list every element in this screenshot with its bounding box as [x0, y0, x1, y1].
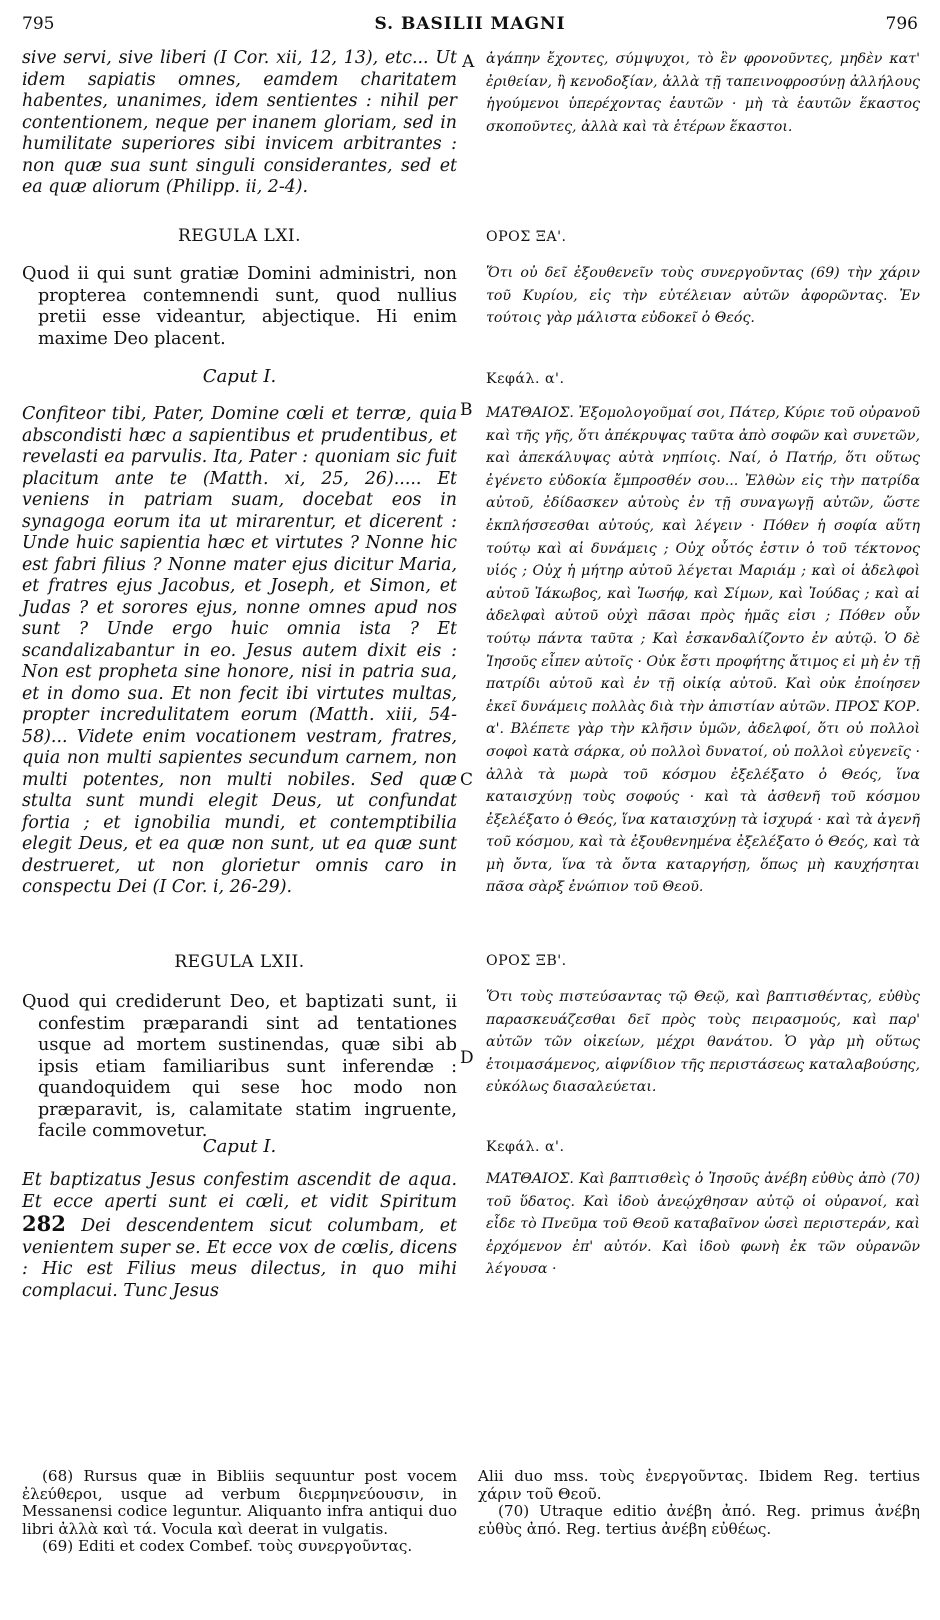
footnote-69: (69) Editi et codex Combef. τοὺς συνεργοῦντας. — [42, 1537, 413, 1555]
latin-rule-62-heading: REGULA LXII. — [174, 952, 305, 972]
footnotes-right — [478, 1468, 920, 1538]
greek-caput-2: Κεφάλ. α'. — [486, 1139, 565, 1155]
footnotes-left — [22, 1468, 457, 1556]
latin-paragraph-2: Confiteor tibi, Pater, Domine cœli et terræ, quia abscondisti hæc a sapientibus et prudentibus, et revelasti ea parvulis. Ita, Pater : quoniam sic fuit placitum ante te (Matth. xi, 25, 26)..... Et veniens in patriam suam, docebat eos in synagoga eorum ita ut mirarentur, et dicerent : Unde huic sapientia hæc et virtutes ? Nonne hic est fabri filius ? Nonne mater ejus dicitur Maria, et fratres ejus Jacobus, et Joseph, et Simon, et Judas ? et sorores ejus, nonne omnes apud nos sunt ? Unde ergo huic omnia ista ? Et scandalizabantur in eo. Jesus autem dixit eis : Non est propheta sine honore, nisi in patria sua, et in domo sua. Et non fecit ibi virtutes multas, propter incredulitatem eorum (Matth. xiii, 54-58)... Videte enim vocationem vestram, fratres, quia non multi sapientes secundum carnem, non multi potentes, non multi nobiles. Sed quæ stulta sunt mundi elegit Deus, ut confundat fortia ; et ignobilia mundi, et contemptibilia elegit Deus, et ea quæ non sunt, ut ea quæ sunt destrueret, ut non glorietur omnis caro in conspectu Dei (I Cor. i, 26-29). — [22, 404, 457, 897]
footnote-70: (70) Utraque editio ἀνέβη ἀπό. Reg. primus ἀνέβη εὐθὺς ἀπό. Reg. tertius ἀνέβη εὐθέως. — [478, 1502, 920, 1538]
latin-paragraph-3 — [22, 1170, 457, 1302]
latin-rule-61-heading: REGULA LXI. — [177, 226, 302, 246]
latin-caput-2: Caput I. — [202, 1136, 277, 1157]
right-page-number: 796 — [885, 14, 918, 34]
margin-letter-d: D — [460, 1048, 474, 1068]
running-title: S. BASILII MAGNI — [374, 14, 566, 34]
greek-paragraph-2: ΜΑΤΘΑΙΟΣ. Ἐξομολογοῦμαί σοι, Πάτερ, Κύριε τοῦ οὐρανοῦ καὶ τῆς γῆς, ὅτι ἀπέκρυψας ταῦτα ἀπὸ σοφῶν καὶ συνετῶν, καὶ ἀπεκάλυψας αὐτὰ νηπίοις. Ναί, ὁ Πατήρ, ὅτι οὕτως ἐγένετο εὐδοκία ἔμπροσθέν σου... Ἐλθὼν εἰς τὴν πατρίδα αὐτοῦ, ἐδίδασκεν αὐτοὺς ἐν τῇ συναγωγῇ αὐτῶν, ὥστε ἐκπλήσσεσθαι αὐτούς, καὶ λέγειν · Πόθεν ἡ σοφία αὕτη τούτῳ καὶ αἱ δυνάμεις ; Οὐχ οὗτός ἐστιν ὁ τοῦ τέκτονος υἱός ; Οὐχ ἡ μήτηρ αὐτοῦ λέγεται Μαριάμ ; καὶ οἱ ἀδελφοὶ αὐτοῦ Ἰάκωβος, καὶ Ἰωσήφ, καὶ Σίμων, καὶ Ἰούδας ; καὶ αἱ ἀδελφαὶ αὐτοῦ οὐχὶ πᾶσαι πρὸς ἡμᾶς εἰσι ; Πόθεν οὖν τούτῳ πάντα ταῦτα ; Καὶ ἐσκανδαλίζοντο ἐν αὐτῷ. Ὁ δὲ Ἰησοῦς εἶπεν αὐτοῖς · Οὐκ ἔστι προφήτης ἄτιμος εἰ μὴ ἐν τῇ πατρίδι αὐτοῦ καὶ ἐν τῇ οἰκίᾳ αὐτοῦ. Καὶ οὐκ ἐποίησεν ἐκεῖ δυνάμεις πολλὰς διὰ τὴν ἀπιστίαν αὐτῶν. ΠΡΟΣ ΚΟΡ. α'. Βλέπετε γὰρ τὴν κλῆσιν ὑμῶν, ἀδελφοί, ὅτι οὐ πολλοὶ σοφοὶ κατὰ σάρκα, οὐ πολλοὶ δυνατοί, οὐ πολλοὶ εὐγενεῖς · ἀλλὰ τὰ μωρὰ τοῦ κόσμου ἐξελέξατο ὁ Θεός, ἵνα καταισχύνῃ τοὺς σοφούς · καὶ τὰ ἀσθενῆ τοῦ κόσμου ἐξελέξατο ὁ Θεός, ἵνα καταισχύνῃ τὰ ἰσχυρά · καὶ τὰ ἀγενῆ τοῦ κόσμου, καὶ τὰ ἐξουθενημένα ἐξελέξατο ὁ Θεός, καὶ τὰ μὴ ὄντα, ἵνα τὰ ὄντα καταργήσῃ, ὅπως μὴ καυχήσηται πᾶσα σὰρξ ἐνώπιον τοῦ Θεοῦ. — [486, 405, 920, 896]
latin-rule-61-summary: Quod ii qui sunt gratiæ Domini administri, non propterea contemnendi sunt, quod nullius pretii esse videantur, abjectique. Hi enim maxime Deo placent. — [22, 264, 457, 349]
left-page-number: 795 — [22, 14, 55, 34]
greek-caput-1: Κεφάλ. α'. — [486, 371, 565, 387]
latin-caput-1: Caput I. — [202, 366, 277, 387]
margin-letter-b: B — [460, 400, 473, 420]
margin-letter-c: C — [460, 770, 474, 790]
column-number: 282 — [22, 1211, 66, 1236]
greek-rule-62-heading: ΟΡΟΣ ΞΒ'. — [486, 953, 567, 969]
greek-paragraph-1: ἀγάπην ἔχοντες, σύμψυχοι, τὸ ἓν φρονοῦντες, μηδὲν κατ' ἐριθείαν, ἢ κενοδοξίαν, ἀλλὰ τῇ ταπεινοφροσύνῃ ἀλλήλους ἡγούμενοι ὑπερέχοντας ἑαυτῶν · μὴ τὰ ἑαυτῶν ἕκαστος σκοποῦντες, ἀλλὰ καὶ τὰ ἑτέρων ἕκαστοι. — [486, 51, 920, 135]
footnote-69-continued: Alii duo mss. τοὺς ἐνεργοῦντας. Ibidem Reg. tertius χάριν τοῦ Θεοῦ. — [478, 1467, 920, 1503]
latin-paragraph-3-end: Dei descendentem sicut columbam, et venientem super se. Et ecce vox de cœlis, dicens : Hic est Filius meus dilectus, in quo mihi complacui. Tunc Jesus — [22, 1216, 457, 1301]
greek-rule-62-summary: Ὅτι τοὺς πιστεύσαντας τῷ Θεῷ, καὶ βαπτισθέντας, εὐθὺς παρασκευάζεσθαι δεῖ πρὸς τοὺς πειρασμούς, καὶ παρ' αὐτῶν τῶν οἰκείων, μέχρι θανάτου. Ὁ γὰρ μὴ οὕτως ἑτοιμασάμενος, αἰφνίδιον τῆς περιστάσεως καταλαβούσης, εὐκόλως διασαλεύεται. — [486, 989, 920, 1096]
greek-rule-61-heading: ΟΡΟΣ ΞΑ'. — [486, 229, 567, 245]
greek-rule-61-summary: Ὅτι οὐ δεῖ ἐξουθενεῖν τοὺς συνεργοῦντας (69) τὴν χάριν τοῦ Κυρίου, εἰς τὴν εὐτέλειαν αὐτῶν ἀφορῶντας. Ἐν τούτοις γὰρ μάλιστα εὐδοκεῖ ὁ Θεός. — [486, 265, 920, 327]
page-header — [0, 14, 940, 38]
latin-paragraph-3-start: Et baptizatus Jesus confestim ascendit de aqua. Et ecce aperti sunt ei cœli, et vidit Spiritum — [22, 1170, 457, 1212]
greek-paragraph-3: ΜΑΤΘΑΙΟΣ. Καὶ βαπτισθεὶς ὁ Ἰησοῦς ἀνέβη εὐθὺς ἀπὸ (70) τοῦ ὕδατος. Καὶ ἰδοὺ ἀνεῴχθησαν αὐτῷ οἱ οὐρανοί, καὶ εἶδε τὸ Πνεῦμα τοῦ Θεοῦ καταβαῖνον ὡσεὶ περιστεράν, καὶ ἐρχόμενον ἐπ' αὐτόν. Καὶ ἰδοὺ φωνὴ ἐκ τῶν οὐρανῶν λέγουσα · — [486, 1171, 920, 1278]
footnote-68: (68) Rursus quæ in Bibliis sequuntur post vocem ἐλεύθεροι, usque ad verbum διερμηνεύουσιν, in Messanensi codice leguntur. Aliquanto infra antiqui duo libri ἀλλὰ καὶ τά. Vocula καὶ deerat in vulgatis. — [22, 1467, 457, 1538]
margin-letter-a: A — [462, 52, 475, 72]
latin-rule-62-summary: Quod qui crediderunt Deo, et baptizati sunt, ii confestim præparandi sint ad tentationes usque ad mortem sustinendas, quæ sibi ab ipsis etiam familiaribus sunt inferendæ : quandoquidem qui sese hoc modo non præparavit, is, calamitate statim ingruente, facile commovetur. — [22, 992, 457, 1141]
latin-paragraph-1: sive servi, sive liberi (I Cor. xii, 12, 13), etc... Ut idem sapiatis omnes, eamdem charitatem habentes, unanimes, idem sentientes : nihil per contentionem, neque per inanem gloriam, sed in humilitate superiores sibi invicem arbitrantes : non quæ sua sunt singuli considerantes, sed et ea quæ aliorum (Philipp. ii, 2-4). — [22, 48, 457, 197]
